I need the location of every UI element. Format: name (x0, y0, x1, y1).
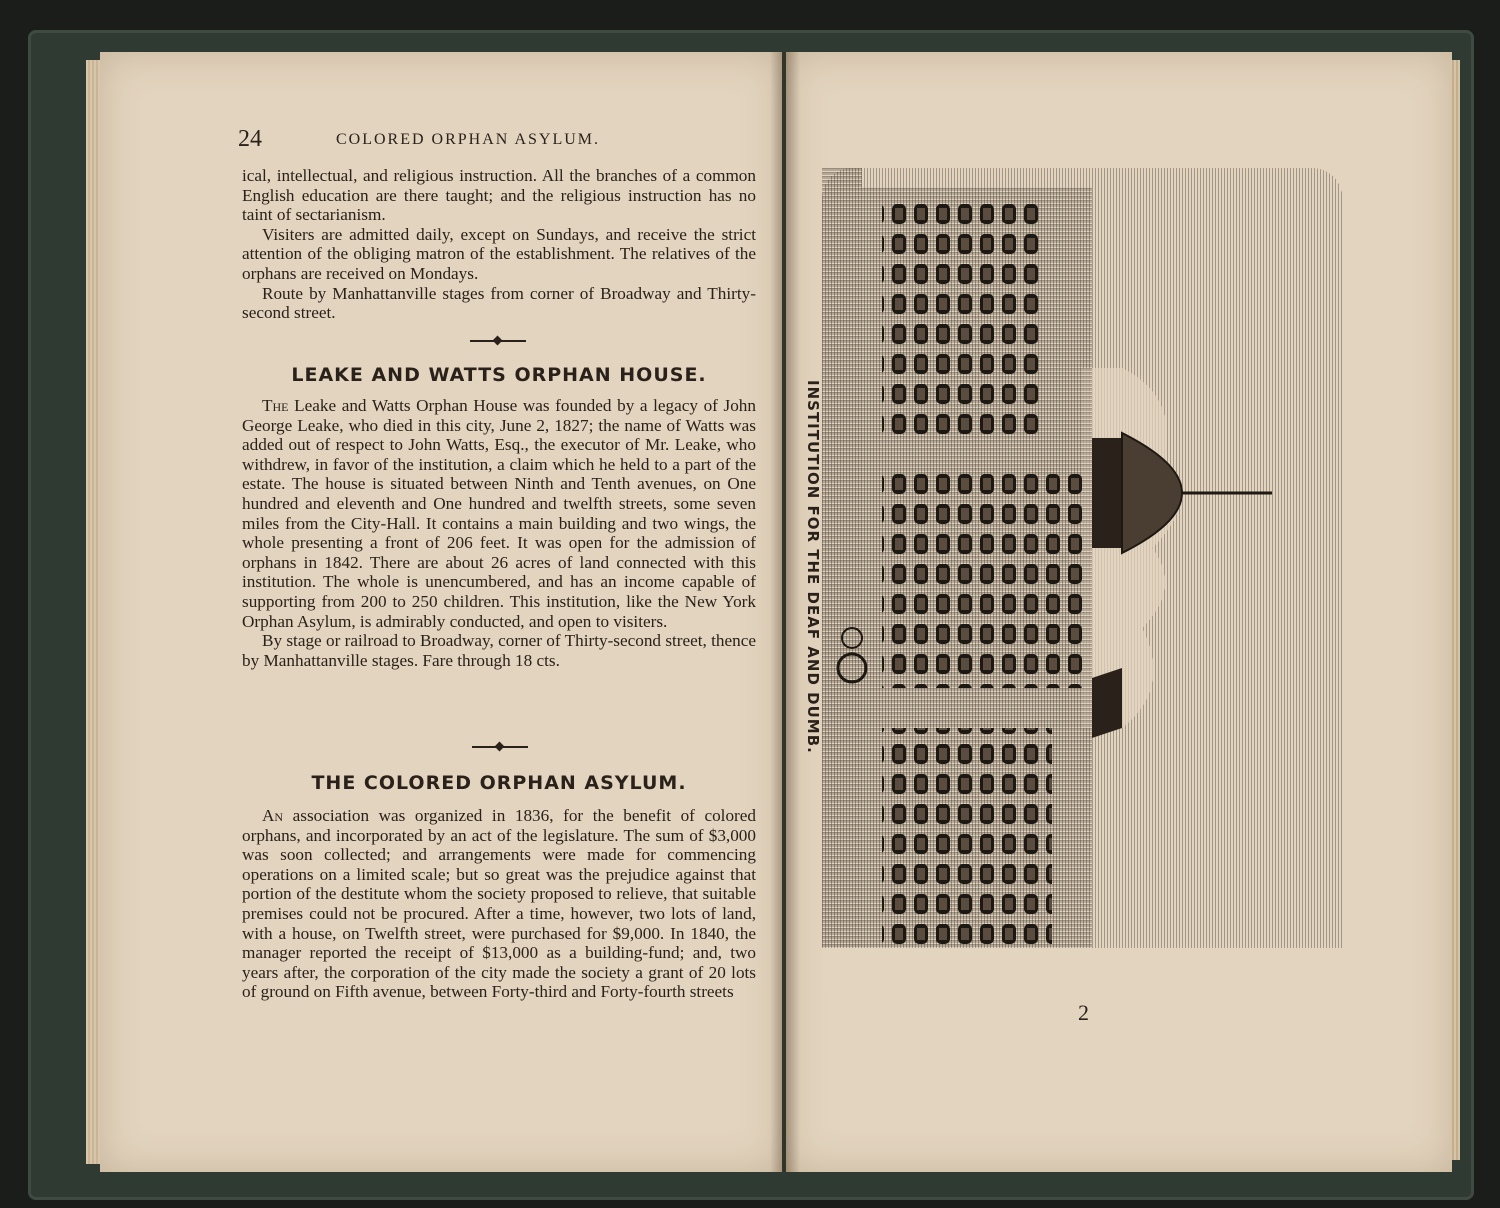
leake-watts-text (242, 396, 756, 670)
visiting-paragraph: Visiters are admitted daily, except on Sundays, and receive the strict attention of the obliging matron of the establishment. The relatives of the orphans are received on Mondays. (242, 224, 756, 283)
plate-number: 2 (1078, 1000, 1089, 1025)
leake-watts-body: Leake and Watts Orphan House was founded by a legacy of John George Leake, who died in this city, June 2, 1827; the name of Watts was added out of respect to John Watts, Esq., the executor of Mr. Leake, who withdrew, in favor of the institution, a claim which he held to a part of the estate. The house is situated between Ninth and Tenth avenues, on One hundred and eleventh and One hundred and twelfth streets, some seven miles from the City-Hall. It contains a main building and two wings, the whole presenting a front of 206 feet. It was open for the admission of orphans in 1842. There are about 26 acres of land connected with this institution. The whole is unencumbered, and has an income capable of supporting from 200 to 250 children. This institution, like the New York Orphan Asylum, is admirably conducted, and open to visiters. (242, 396, 756, 631)
section-heading-leake-watts: LEAKE AND WATTS ORPHAN HOUSE. (291, 364, 707, 386)
leake-watts-paragraph (242, 396, 756, 631)
running-head (238, 126, 758, 156)
engraving-deaf-dumb-institution (822, 168, 1342, 988)
ornamental-rule (470, 336, 526, 346)
intro-paragraph: ical, intellectual, and religious instruction. All the branches of a common English education are there taught; and the religious instruction has no taint of sectarianism. (242, 166, 756, 225)
plate-caption-text: INSTITUTION FOR THE DEAF AND DUMB. (804, 380, 822, 754)
running-title: COLORED ORPHAN ASYLUM. (336, 131, 601, 148)
page-number: 24 (238, 126, 262, 152)
section-heading-colored-orphan: THE COLORED ORPHAN ASYLUM. (311, 772, 687, 794)
leake-watts-directions: By stage or railroad to Broadway, corner of Thirty-second street, thence by Manhattanville stages. Fare through 18 cts. (242, 631, 756, 670)
colored-orphan-paragraph (242, 806, 756, 1002)
ornamental-rule (472, 742, 528, 752)
intro-text (242, 166, 756, 323)
lead-word: The (262, 396, 289, 415)
colored-orphan-body: association was organized in 1836, for the benefit of colored orphans, and incorporated by an act of the legislature. The sum of $3,000 was soon collected; and arrangements were made for commencing operations on a limited scale; but so great was the prejudice against that portion of the destitute whom the society proposed to relieve, that suitable premises could not be procured. After a time, however, two lots of land, with a house, on Twelfth street, were purchased for $9,000. In 1840, the manager reported the receipt of $13,000 as a building-fund; and, two years after, the corporation of the city made the society a grant of 20 lots of ground on Fifth avenue, between Forty-third and Forty-fourth streets (242, 806, 756, 1002)
colored-orphan-text (242, 806, 756, 1002)
book-gutter (770, 52, 800, 1172)
route-paragraph: Route by Manhattanville stages from corner of Broadway and Thirty-second street. (242, 283, 756, 323)
page-edges-right (1450, 60, 1460, 1160)
plate-caption (798, 380, 828, 780)
lead-word: An (262, 806, 284, 825)
